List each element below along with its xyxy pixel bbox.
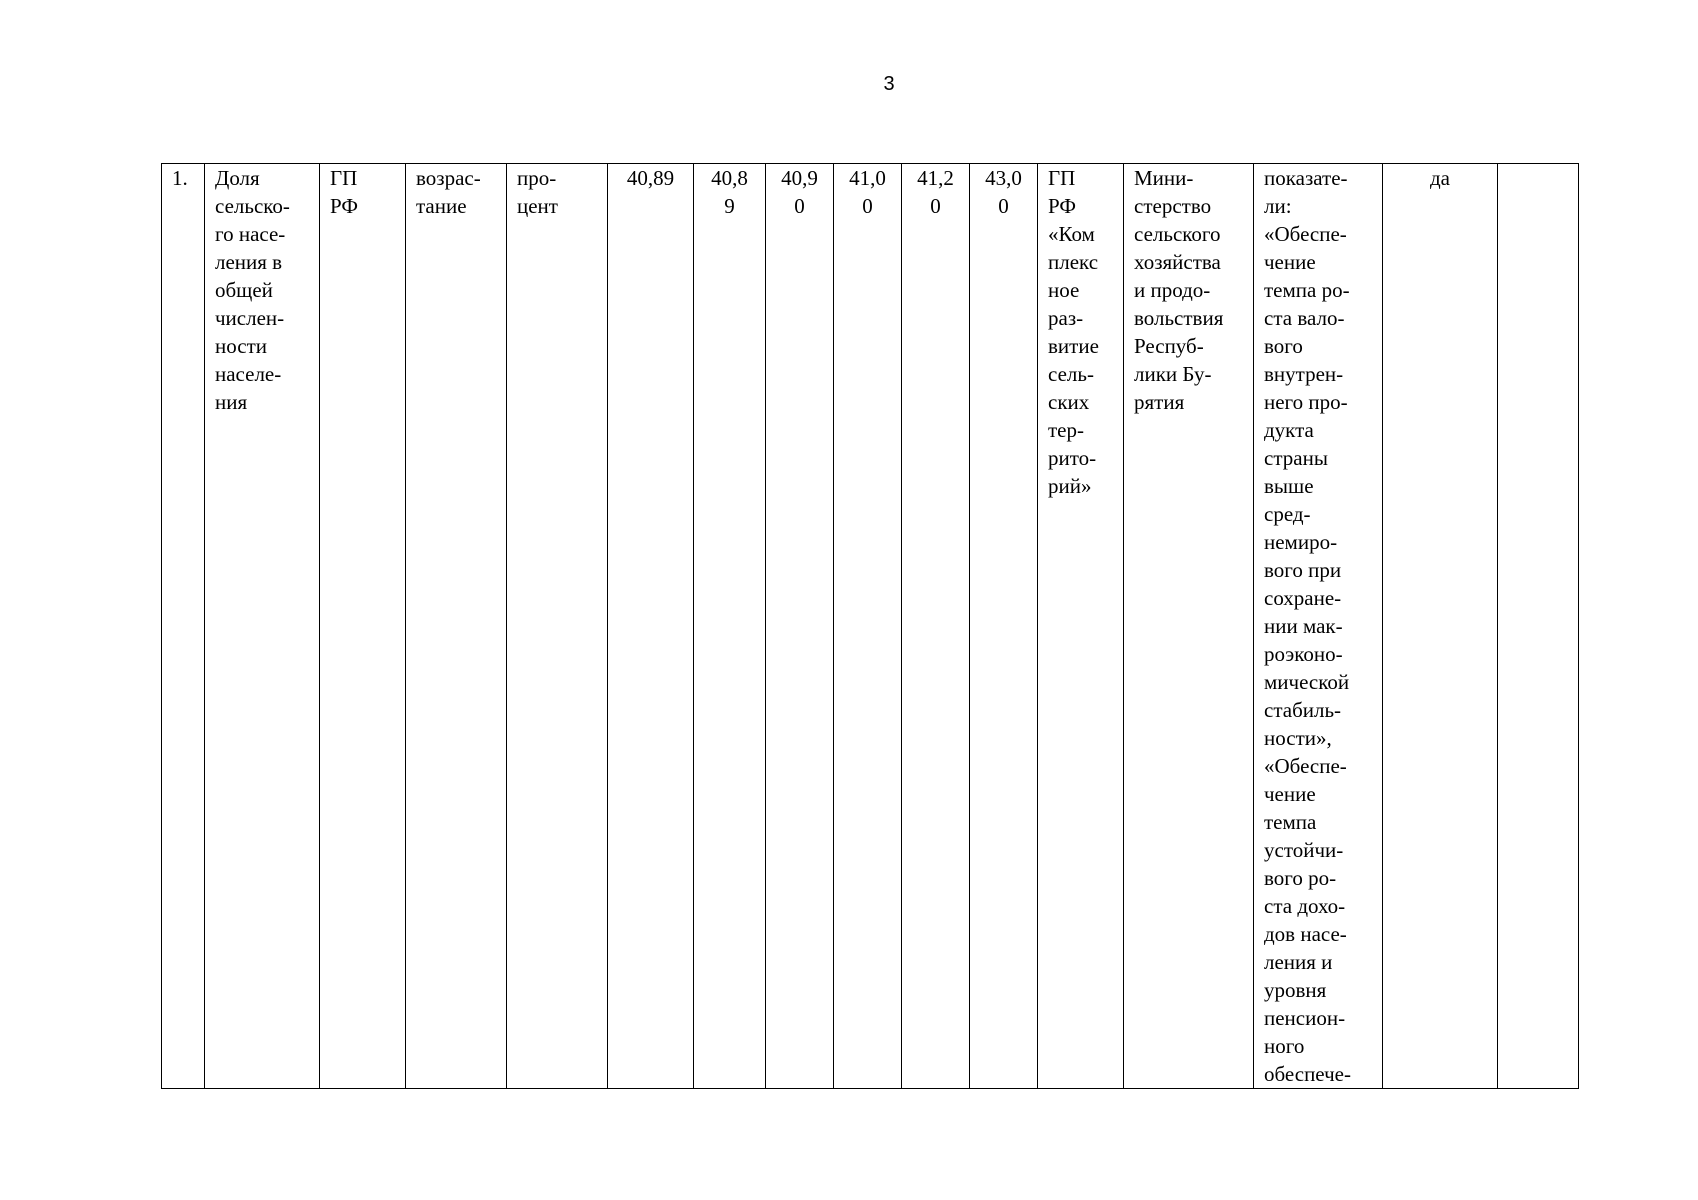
cell-extra: [1498, 164, 1579, 1089]
cell-value-4: 41,0 0: [834, 164, 902, 1089]
cell-program: ГП РФ «Ком плекс ное раз- витие сель- ских тер- рито- рий»: [1038, 164, 1124, 1089]
table-row: [162, 164, 1579, 1089]
cell-unit: про- цент: [507, 164, 608, 1089]
cell-responsible: Мини- стерство сельского хозяйства и продо- вольствия Респуб- лики Бу- рятия: [1124, 164, 1254, 1089]
page-number: 3: [883, 73, 895, 95]
cell-value-6: 43,0 0: [970, 164, 1038, 1089]
indicators-table: [161, 163, 1579, 1089]
cell-related-indicators: показате- ли: «Обеспе- чение темпа ро- ста вало- вого внутрен- него про- дукта страны выше сред- немиро- вого при сохране- нии мак- роэконо- мической стабиль- ности», «Обеспе- чение темпа устойчи- вого ро- ста дохо- дов насе- ления и уровня пенсион- ного обеспече-: [1254, 164, 1383, 1089]
cell-value-2: 40,8 9: [694, 164, 766, 1089]
cell-value-3: 40,9 0: [766, 164, 834, 1089]
cell-indicator-name: Доля сельско- го насе- ления в общей числен- ности населе- ния: [205, 164, 320, 1089]
cell-trend: возрас- тание: [406, 164, 507, 1089]
cell-value-5: 41,2 0: [902, 164, 970, 1089]
cell-flag: да: [1383, 164, 1498, 1089]
cell-value-1: 40,89: [608, 164, 694, 1089]
cell-indicator-level: ГП РФ: [320, 164, 406, 1089]
cell-index: 1.: [162, 164, 205, 1089]
